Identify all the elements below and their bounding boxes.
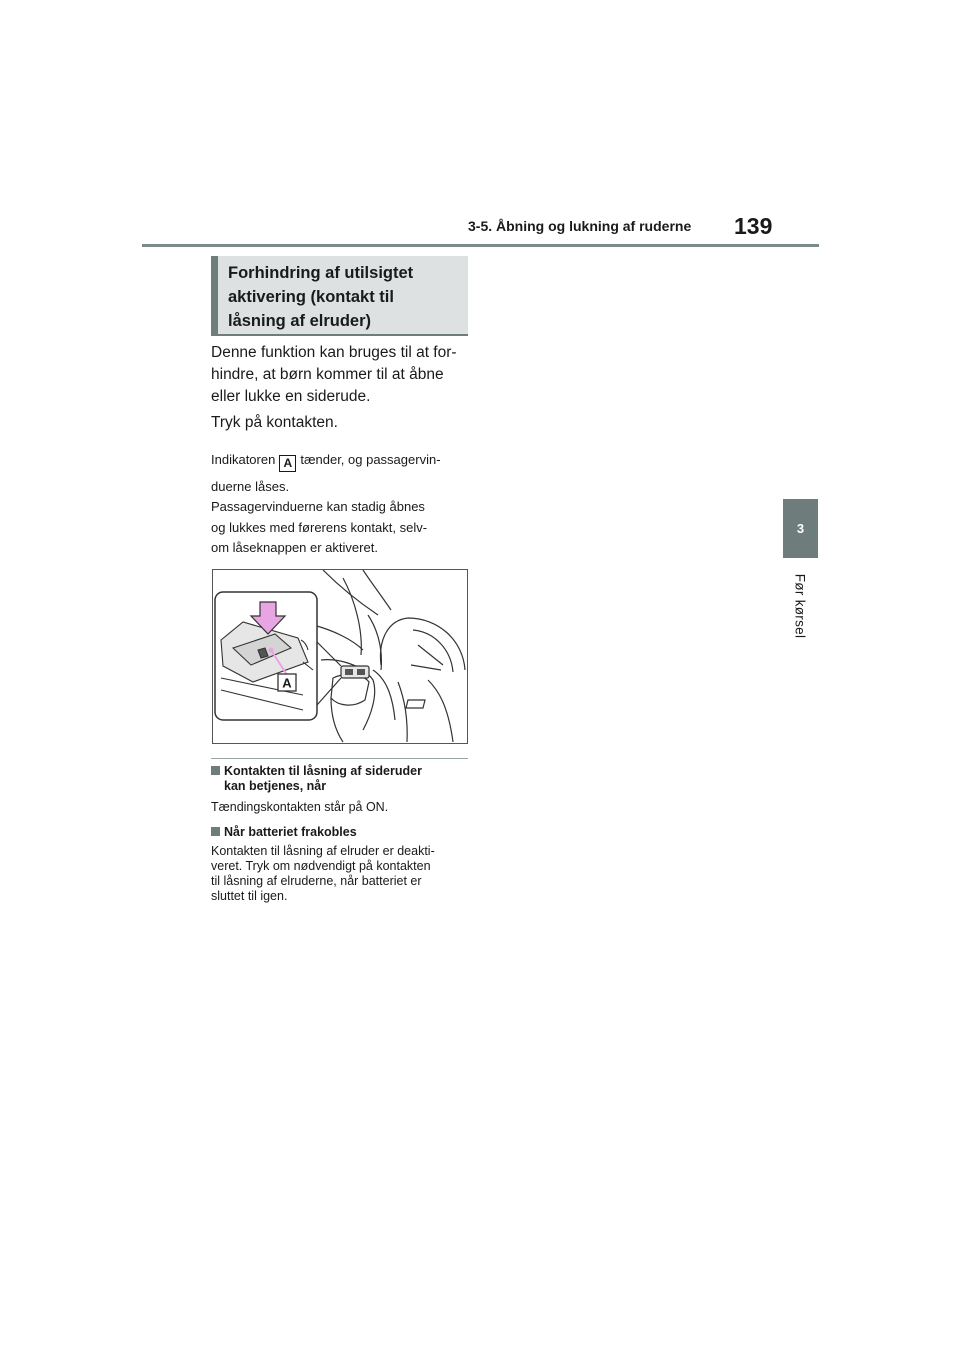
svg-text:A: A [282, 675, 292, 691]
intro-paragraph: Denne funktion kan bruges til at for- hindre, at børn kommer til at åbne eller lukke en siderude. [211, 344, 457, 405]
chapter-tab-label [782, 566, 818, 646]
section-heading-box [211, 256, 468, 336]
instruction-text: Tryk på kontakten. [211, 414, 338, 431]
chapter-tab [783, 499, 818, 558]
section-header-title: 3-5. Åbning og lukning af ruderne [468, 218, 692, 234]
chapter-title: Før kørsel [792, 573, 808, 639]
note-text-1: Tændingskontakten står på ON. [211, 800, 389, 814]
header-rule [142, 244, 819, 247]
dashboard-illustration [213, 570, 467, 743]
section-heading: Forhindring af utilsigtet aktivering (kontakt til låsning af elruder) [228, 264, 414, 330]
indicator-paragraph: Indikatoren A tænder, og passagervin- duerne låses. [211, 452, 441, 494]
chapter-number: 3 [796, 521, 805, 536]
note-heading-1: Kontakten til låsning af sideruder kan betjenes, når [211, 764, 476, 794]
window-lock-switch-figure [212, 569, 468, 744]
square-bullet-icon [211, 766, 220, 775]
note-text-2: Kontakten til låsning af elruder er deakti- veret. Tryk om nødvendigt på kontakten til låsning af elruderne, når batteriet er sluttet til igen. [211, 844, 435, 903]
notes-divider [211, 758, 468, 759]
note-paragraph: Passagervinduerne kan stadig åbnes og lukkes med førerens kontakt, selv- om låseknappen er aktiveret. [211, 499, 428, 555]
callout-a [278, 674, 296, 691]
key-label-a: A [279, 455, 296, 472]
square-bullet-icon [211, 827, 220, 836]
page-number: 139 [734, 213, 773, 239]
note-heading-2: Når batteriet frakobles [211, 825, 476, 840]
